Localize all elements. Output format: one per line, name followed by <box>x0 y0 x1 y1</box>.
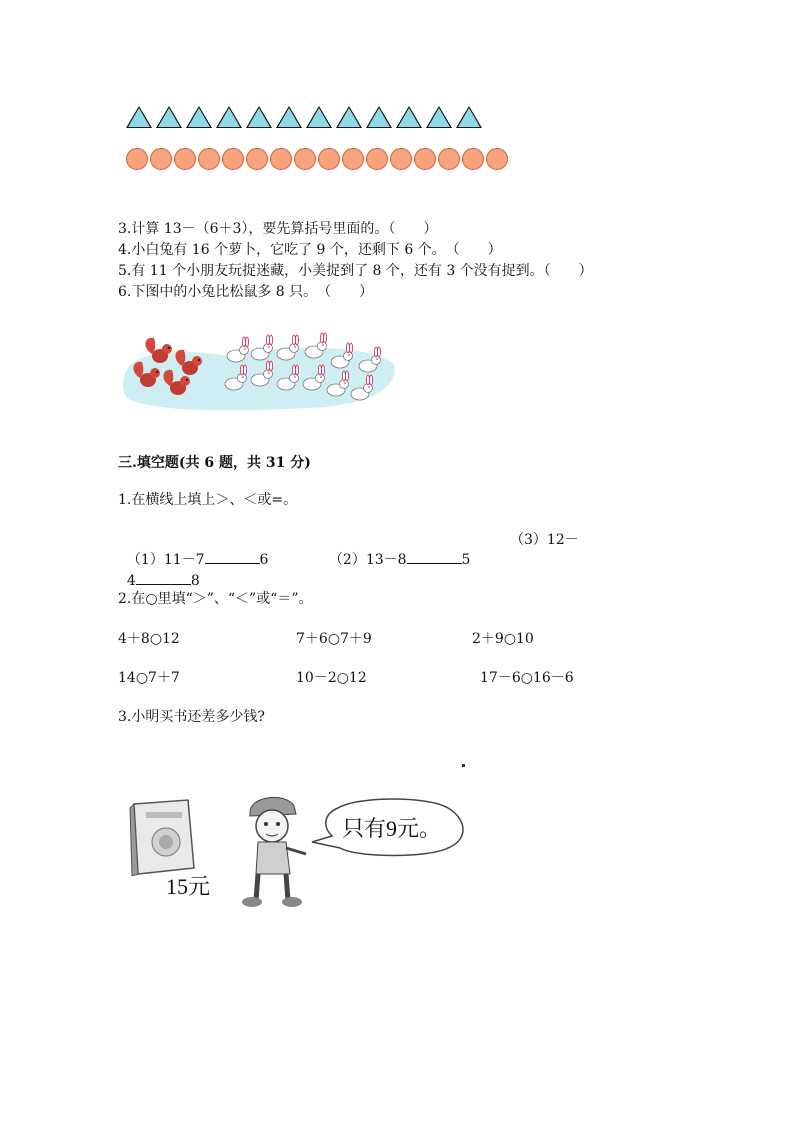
fill-question-1c-continued <box>118 552 200 590</box>
compare-item: 4＋8○12 <box>118 631 180 647</box>
fill-question-1c: （3）12－ <box>510 532 579 548</box>
triangle-shape <box>156 106 182 128</box>
price-label: 15元 <box>166 874 211 899</box>
answer-blank[interactable] <box>136 570 191 585</box>
triangle-shape <box>306 106 332 128</box>
judge-question-4: 4.小白兔有 16 个萝卜，它吃了 9 个，还剩下 6 个。 （ ） <box>118 242 502 258</box>
circle-shape <box>414 148 436 170</box>
compare-item: 10－2○12 <box>296 670 367 686</box>
triangle-shape <box>396 106 422 128</box>
fill-question-1b <box>320 531 470 569</box>
triangle-shape <box>366 106 392 128</box>
judge-question-5: 5.有 11 个小朋友玩捉迷藏，小美捉到了 8 个，还有 3 个没有捉到。（ ） <box>118 263 593 279</box>
triangle-row <box>126 106 486 128</box>
circle-shape <box>270 148 292 170</box>
triangle-shape <box>456 106 482 128</box>
judge-question-6: 6.下图中的小兔比松鼠多 8 只。 （ ） <box>118 284 374 300</box>
fill-question-1c-right: 8 <box>190 573 200 589</box>
compare-item: 17－6○16－6 <box>480 670 574 686</box>
judge-question-3: 3.计算 13－（6＋3），要先算括号里面的。（ ） <box>118 221 438 237</box>
squirrels-rabbits-picture <box>118 330 398 410</box>
fill-question-1a-left: （1）11－7 <box>126 552 205 568</box>
circle-row <box>126 148 510 170</box>
circle-shape <box>126 148 148 170</box>
circle-shape <box>390 148 412 170</box>
book-illustration <box>124 798 204 876</box>
speech-text: 只有9元。 <box>342 816 442 841</box>
triangle-shape <box>246 106 272 128</box>
circle-shape <box>150 148 172 170</box>
circle-shape <box>174 148 196 170</box>
circle-shape <box>342 148 364 170</box>
triangle-shape <box>276 106 302 128</box>
fill-question-1-stem: 1.在横线上填上＞、＜或=。 <box>118 492 298 508</box>
stray-dot <box>462 764 465 767</box>
circle-shape <box>198 148 220 170</box>
compare-item: 2＋9○10 <box>472 631 534 647</box>
triangle-shape <box>336 106 362 128</box>
fill-question-1a-right: 6 <box>259 552 269 568</box>
section-title: 三.填空题(共 6 题，共 31 分) <box>118 455 311 471</box>
fill-question-1c-left: 4 <box>126 573 136 589</box>
answer-blank[interactable] <box>205 549 260 564</box>
fill-question-3-stem: 3.小明买书还差多少钱? <box>118 709 265 725</box>
circle-shape <box>486 148 508 170</box>
fill-question-1b-right: 5 <box>461 552 471 568</box>
triangle-shape <box>126 106 152 128</box>
circle-shape <box>318 148 340 170</box>
triangle-shape <box>186 106 212 128</box>
compare-item: 14○7＋7 <box>118 670 180 686</box>
circle-shape <box>222 148 244 170</box>
circle-shape <box>438 148 460 170</box>
circle-shape <box>294 148 316 170</box>
answer-blank[interactable] <box>407 549 462 564</box>
circle-shape <box>246 148 268 170</box>
boy-illustration <box>236 792 316 912</box>
fill-question-2-stem: 2.在○里填“＞”、“＜”或“＝”。 <box>118 591 313 607</box>
triangle-shape <box>426 106 452 128</box>
fill-question-1b-left: （2）13－8 <box>328 552 407 568</box>
compare-item: 7＋6○7＋9 <box>296 631 372 647</box>
triangle-shape <box>216 106 242 128</box>
circle-shape <box>366 148 388 170</box>
circle-shape <box>462 148 484 170</box>
